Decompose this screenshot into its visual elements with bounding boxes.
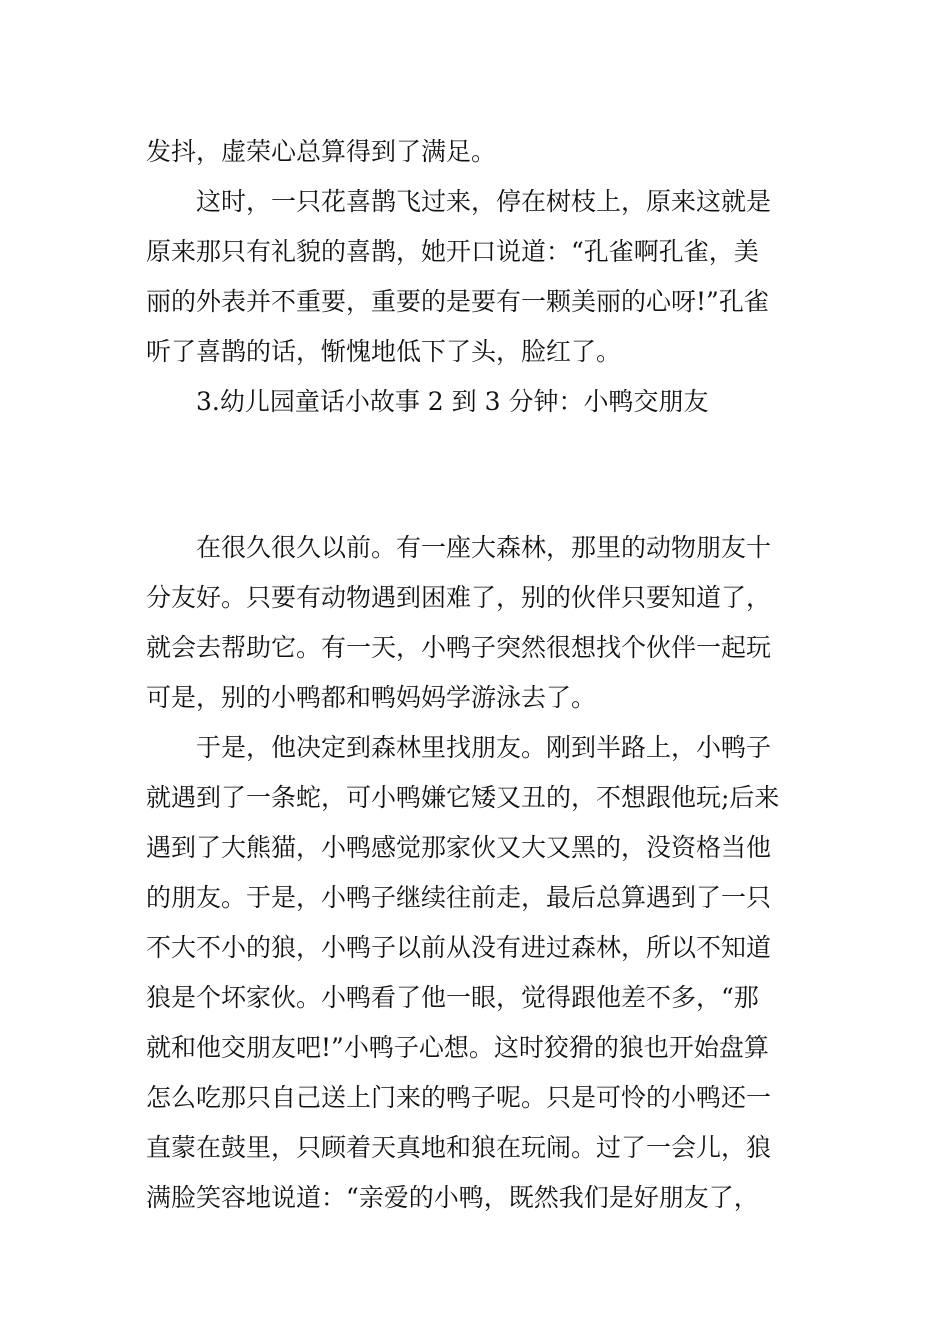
text-line: 原来那只有礼貌的喜鹊，她开口说道：“孔雀啊孔雀，美 bbox=[146, 237, 759, 266]
text-line: 不大不小的狼，小鸭子以前从没有进过森林，所以不知道 bbox=[146, 933, 772, 962]
text-line: 遇到了大熊猫，小鸭感觉那家伙又大又黑的，没资格当他 bbox=[146, 833, 772, 862]
text-line: 分友好。只要有动物遇到困难了，别的伙伴只要知道了， bbox=[146, 583, 772, 612]
section-heading: 3.幼儿园童话小故事 2 到 3 分钟：小鸭交朋友 bbox=[196, 387, 709, 416]
text-line: 发抖，虚荣心总算得到了满足。 bbox=[146, 137, 497, 166]
text-line: 这时，一只花喜鹊飞过来，停在树枝上，原来这就是 bbox=[196, 187, 772, 216]
text-line: 听了喜鹊的话，惭愧地低下了头，脸红了。 bbox=[146, 337, 622, 366]
text-line: 就和他交朋友吧!”小鸭子心想。这时狡猾的狼也开始盘算 bbox=[146, 1033, 769, 1062]
text-line: 的朋友。于是，小鸭子继续往前走，最后总算遇到了一只 bbox=[146, 883, 772, 912]
text-line: 在很久很久以前。有一座大森林，那里的动物朋友十 bbox=[196, 533, 772, 562]
text-line: 怎么吃那只自己送上门来的鸭子呢。只是可怜的小鸭还一 bbox=[146, 1083, 772, 1112]
text-line: 可是，别的小鸭都和鸭妈妈学游泳去了。 bbox=[146, 683, 597, 712]
text-line: 于是，他决定到森林里找朋友。刚到半路上，小鸭子 bbox=[196, 733, 772, 762]
text-line: 丽的外表并不重要，重要的是要有一颗美丽的心呀!”孔雀 bbox=[146, 287, 769, 316]
text-line: 狼是个坏家伙。小鸭看了他一眼，觉得跟他差不多，“那 bbox=[146, 983, 759, 1012]
text-line: 直蒙在鼓里，只顾着天真地和狼在玩闹。过了一会儿，狼 bbox=[146, 1133, 772, 1162]
text-line: 满脸笑容地说道：“亲爱的小鸭，既然我们是好朋友了， bbox=[146, 1183, 759, 1212]
text-line: 就会去帮助它。有一天，小鸭子突然很想找个伙伴一起玩 bbox=[146, 633, 772, 662]
text-line: 就遇到了一条蛇，可小鸭嫌它矮又丑的，不想跟他玩;后来 bbox=[146, 783, 780, 812]
